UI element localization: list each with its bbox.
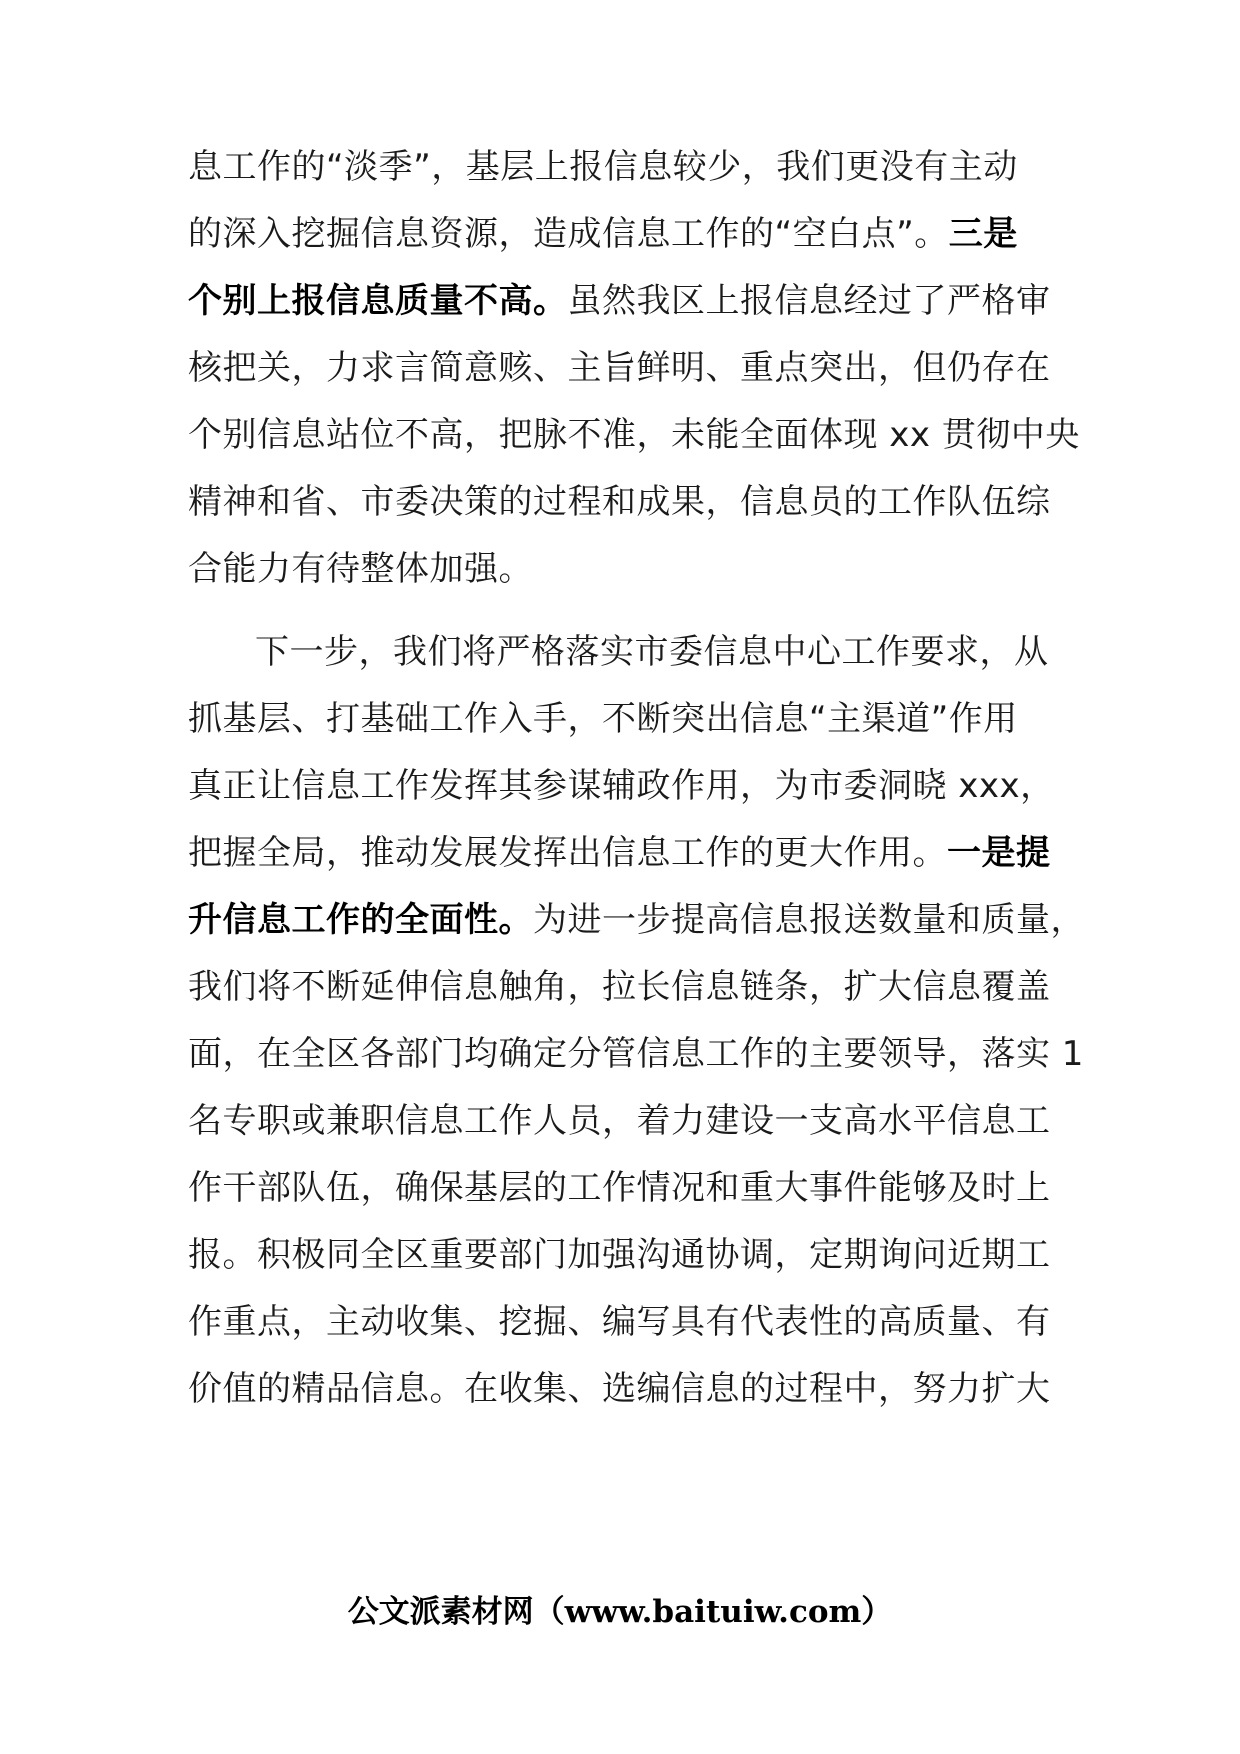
text-line: [188, 965, 1068, 1009]
text-line: [188, 346, 1068, 390]
text-line: [188, 1367, 1068, 1411]
text-run: 我们将不断延伸信息触角，拉长信息链条，扩大信息覆盖: [188, 967, 1051, 1007]
bold-run: 个别上报信息质量不高。: [188, 281, 568, 321]
text-run: 抓基层、打基础工作入手，不断突出信息“主渠道”作用: [188, 699, 1018, 739]
bold-run: 三是: [948, 214, 1018, 254]
text-line: [188, 279, 1068, 323]
text-line: [188, 697, 1068, 741]
text-run: 作干部队伍，确保基层的工作情况和重大事件能够及时上: [188, 1168, 1051, 1208]
text-line: [188, 212, 1068, 256]
text-run: 作重点，主动收集、挖掘、编写具有代表性的高质量、有: [188, 1302, 1051, 1342]
bold-run: 一是提: [947, 833, 1051, 873]
footer-watermark: 公文派素材网（www.baituiw.com）: [347, 1594, 893, 1630]
text-line: [188, 547, 1068, 591]
text-run: 下一步，我们将严格落实市委信息中心工作要求，从: [255, 632, 1049, 672]
text-line: [188, 480, 1068, 524]
text-line: [188, 1099, 1068, 1143]
text-run: 合能力有待整体加强。: [188, 549, 533, 589]
text-run: 精神和省、市委决策的过程和成果，信息员的工作队伍综: [188, 482, 1051, 522]
bold-run: 升信息工作的全面性。: [188, 900, 533, 940]
text-line: [188, 1300, 1068, 1344]
text-line: [188, 145, 1068, 189]
text-run: 核把关，力求言简意赅、主旨鲜明、重点突出，但仍存在: [188, 348, 1051, 388]
text-run: 面，在全区各部门均确定分管信息工作的主要领导，落实 1: [188, 1034, 1084, 1074]
text-run: 报。积极同全区重要部门加强沟通协调，定期询问近期工: [188, 1235, 1051, 1275]
text-run: 价值的精品信息。在收集、选编信息的过程中，努力扩大: [188, 1369, 1051, 1409]
text-run: 为进一步提高信息报送数量和质量，: [533, 900, 1085, 940]
text-line: [188, 764, 1068, 808]
text-line: [188, 413, 1080, 457]
text-line: [188, 831, 1068, 875]
text-line-indent: [255, 630, 1135, 674]
text-run: 名专职或兼职信息工作人员，着力建设一支高水平信息工: [188, 1101, 1051, 1141]
text-line: [188, 898, 1085, 942]
text-line: [188, 1032, 1084, 1076]
text-run: 的深入挖掘信息资源，造成信息工作的“空白点”。: [188, 214, 949, 254]
text-run: 个别信息站位不高，把脉不准，未能全面体现 xx 贯彻中央: [188, 415, 1080, 455]
text-run: 真正让信息工作发挥其参谋辅政作用，为市委洞晓 xxx，: [188, 766, 1055, 806]
text-line: [188, 1233, 1068, 1277]
text-run: 把握全局，推动发展发挥出信息工作的更大作用。: [188, 833, 947, 873]
text-run: 息工作的“淡季”，基层上报信息较少，我们更没有主动: [188, 147, 1018, 187]
text-line: [188, 1166, 1068, 1210]
text-run: 虽然我区上报信息经过了严格审: [567, 281, 1051, 321]
